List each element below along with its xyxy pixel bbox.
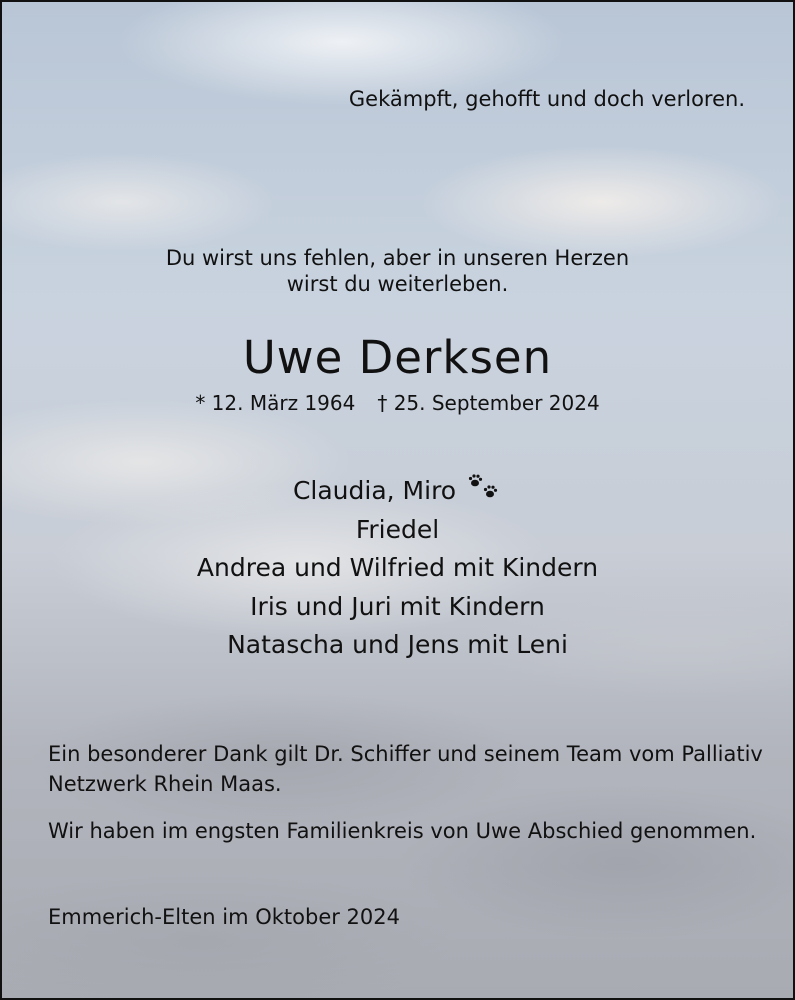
paw-prints-icon — [466, 473, 502, 501]
family-member: Claudia, Miro — [292, 476, 457, 505]
place-date: Emmerich-Elten im Oktober 2024 — [48, 905, 400, 929]
deceased-name: Uwe Derksen — [242, 331, 553, 384]
family-line: Andrea und Wilfried mit Kindern — [196, 553, 599, 582]
memorial-verse — [2, 245, 793, 298]
family-line: Iris und Juri mit Kindern — [250, 591, 545, 621]
family-line — [2, 472, 793, 511]
family-line: Friedel — [355, 514, 440, 544]
life-dates — [2, 391, 793, 416]
top-quote: Gekämpft, gehofft und doch verloren. — [348, 87, 745, 111]
family-line: Natascha und Jens mit Leni — [227, 630, 568, 659]
family-list — [2, 472, 793, 665]
farewell-text: Wir haben im engsten Familienkreis von Uwe Abschied genommen. — [48, 819, 757, 843]
birth-date: * 12. März 1964 — [195, 391, 356, 415]
death-date: † 25. September 2024 — [377, 391, 600, 415]
thanks-text: Ein besonderer Dank gilt Dr. Schiffer und seinem Team vom Palliativ Netzwerk Rhein Maas. — [48, 742, 763, 797]
verse-line: Du wirst uns fehlen, aber in unseren Herzen — [165, 246, 630, 270]
verse-line: wirst du weiterleben. — [286, 272, 509, 297]
